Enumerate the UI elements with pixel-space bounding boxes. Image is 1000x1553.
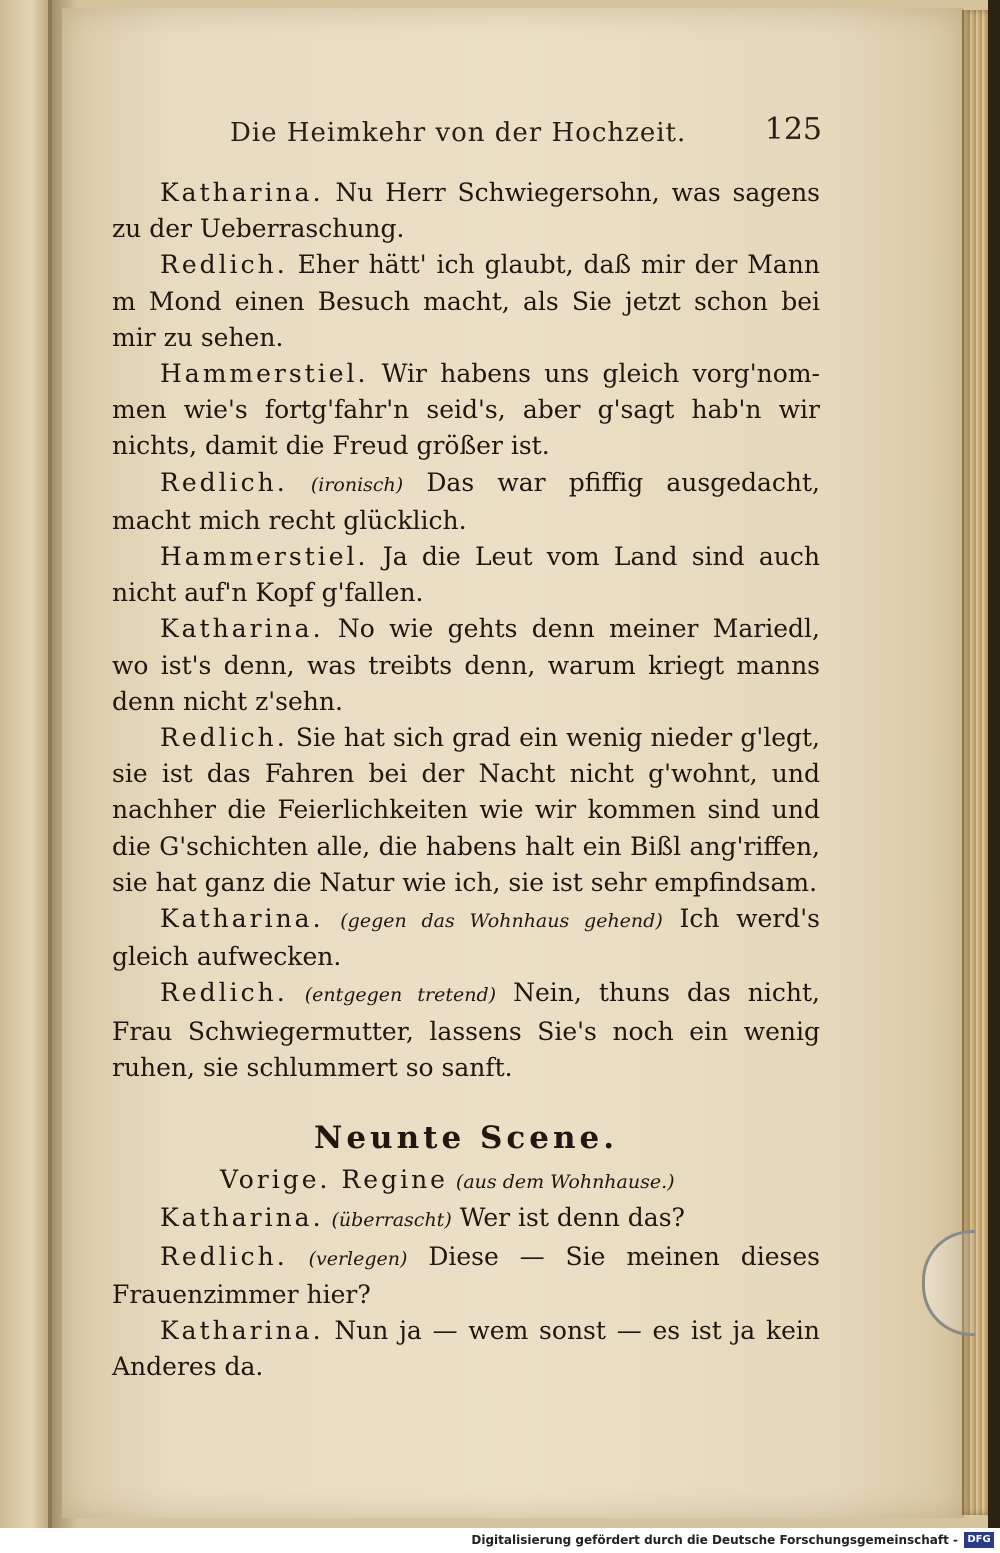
dfg-logo: DFG — [964, 1532, 994, 1548]
speaker-name: Redlich. — [160, 250, 288, 280]
stage-direction: (entgegen tretend) — [304, 984, 497, 1007]
dialogue-text: Nun ja — wem sonst — es ist ja kein Anderes da. — [112, 1316, 820, 1382]
stage-direction: (verlegen) — [308, 1247, 408, 1270]
dialogue-text: Wer ist denn das? — [459, 1203, 685, 1233]
speaker-name: Redlich. — [160, 1241, 288, 1271]
dialogue-paragraph — [112, 975, 820, 1086]
dialogue-paragraph — [112, 356, 820, 465]
dialogue-text: Diese — Sie meinen dieses Frauenzimmer hier? — [112, 1241, 820, 1309]
page-number: 125 — [764, 112, 822, 147]
dialogue-paragraph — [112, 247, 820, 356]
stage-direction: (ironisch) — [310, 473, 404, 496]
dialogue-paragraph — [112, 1239, 820, 1313]
dialogue-text: No wie gehts denn meiner Mariedl, wo ist's denn, was treibts denn, warum kriegt manns denn nicht z'sehn. — [112, 614, 820, 716]
dialogue-text: Nu Herr Schwiegersohn, was sagens zu der Ueberraschung. — [112, 178, 820, 244]
dialogue-text: Das war pfiffig ausgedacht, macht mich recht glücklich. — [112, 467, 820, 535]
dialogue-paragraph — [112, 901, 820, 975]
dialogue-text: Wir habens uns gleich vorg'nom- men wie's fortg'fahr'n seid's, aber g'sagt hab'n wir nichts, damit die Freud größer ist. — [112, 359, 820, 461]
funding-credit: Digitalisierung gefördert durch die Deutsche Forschungsgemeinschaft - — [471, 1533, 958, 1547]
speaker-name: Katharina. — [160, 178, 324, 207]
speaker-name: Redlich. — [160, 467, 288, 497]
speaker-name: Katharina. — [160, 614, 324, 644]
dialogue-text: Ja die Leut vom Land sind auch nicht auf'n Kopf g'fallen. — [112, 542, 820, 608]
dialogue-text: Sie hat sich grad ein wenig nieder g'legt, sie ist das Fahren bei der Nacht nicht g'wohnt, und nachher die Feierlichkeiten wie wir kommen sind und die G'schichten alle, die habens halt ein Bißl ang'riffen, sie hat ganz die Natur wie ich, sie ist sehr empfindsam. — [112, 723, 820, 897]
dialogue-paragraph — [112, 175, 820, 247]
running-header — [230, 112, 830, 152]
speaker-name: Redlich. — [160, 723, 288, 753]
speaker-name: Hammerstiel. — [160, 542, 369, 572]
stage-direction: (gegen das Wohnhaus gehend) — [340, 910, 663, 933]
scan-border — [988, 0, 1000, 1528]
dialogue-paragraph — [112, 465, 820, 539]
running-title: Die Heimkehr von der Hochzeit. — [230, 118, 687, 148]
scene-cast — [112, 1162, 820, 1200]
body-text — [112, 175, 820, 1386]
dialogue-paragraph — [112, 1200, 820, 1238]
speaker-name: Redlich. — [160, 978, 288, 1008]
scene-title: Neunte Scene. — [313, 1120, 618, 1157]
speaker-name: Hammerstiel. — [160, 359, 369, 389]
dialogue-paragraph — [112, 720, 820, 901]
stage-direction: (aus dem Wohnhause.) — [455, 1171, 675, 1194]
footer-bar — [0, 1528, 1000, 1553]
speaker-name: Katharina. — [160, 904, 324, 934]
dialogue-text: Eher hätt' ich glaubt, daß mir der Mann m Mond einen Besuch macht, als Sie jetzt schon bei mir zu sehen. — [112, 250, 820, 352]
speaker-name: Katharina. — [160, 1316, 324, 1346]
speaker-name: Katharina. — [160, 1203, 324, 1233]
dialogue-paragraph — [112, 539, 820, 611]
cast-names: Vorige. Regine — [220, 1165, 448, 1195]
facing-page-edge — [0, 0, 52, 1528]
dialogue-paragraph — [112, 611, 820, 720]
dialogue-text: Ich werd's gleich aufwecken. — [112, 904, 820, 972]
dialogue-text: Nein, thuns das nicht, Frau Schwiegermutter, lassens Sie's noch ein wenig ruhen, sie schlummert so sanft. — [112, 978, 820, 1082]
stage-direction: (überrascht) — [331, 1209, 452, 1232]
dialogue-paragraph — [112, 1313, 820, 1385]
